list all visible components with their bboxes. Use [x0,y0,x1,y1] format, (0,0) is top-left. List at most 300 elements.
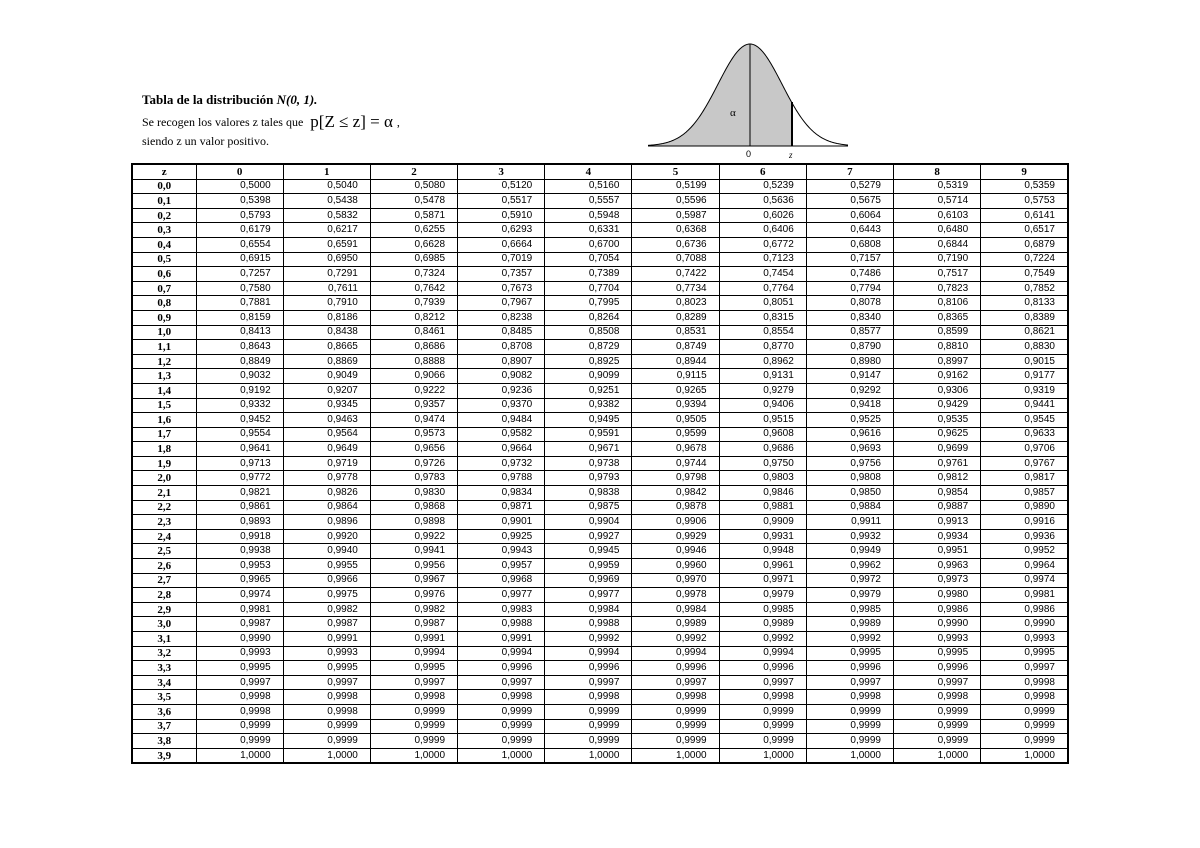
table-cell: 0,7454 [719,267,806,282]
table-cell: 0,6103 [894,208,981,223]
row-header-z: 0,0 [132,179,196,194]
row-header-z: 1,0 [132,325,196,340]
table-cell: 1,0000 [545,748,632,763]
table-row [132,427,1068,442]
table-cell: 0,9997 [458,675,545,690]
table-cell: 0,9989 [719,617,806,632]
table-row [132,223,1068,238]
table-cell: 0,9999 [283,719,370,734]
table-cell: 0,9943 [458,544,545,559]
row-header-z: 3,7 [132,719,196,734]
row-header-z: 1,4 [132,383,196,398]
table-cell: 0,7704 [545,281,632,296]
table-cell: 0,9842 [632,486,719,501]
table-cell: 0,8621 [981,325,1068,340]
table-cell: 0,8106 [894,296,981,311]
table-cell: 0,6591 [283,237,370,252]
table-cell: 0,9985 [719,602,806,617]
table-cell: 1,0000 [458,748,545,763]
table-cell: 0,9991 [370,632,457,647]
table-row [132,748,1068,763]
row-header-z: 2,9 [132,602,196,617]
row-header-z: 1,5 [132,398,196,413]
table-cell: 0,9999 [458,719,545,734]
table-cell: 0,8508 [545,325,632,340]
row-header-z: 0,4 [132,237,196,252]
table-cell: 0,9099 [545,369,632,384]
table-cell: 0,9357 [370,398,457,413]
table-cell: 0,6808 [806,237,893,252]
table-cell: 0,9306 [894,383,981,398]
table-cell: 0,8770 [719,340,806,355]
table-cell: 0,7019 [458,252,545,267]
table-cell: 0,8315 [719,310,806,325]
table-cell: 0,9999 [370,734,457,749]
row-header-z: 1,8 [132,442,196,457]
table-cell: 0,9998 [370,690,457,705]
table-row [132,559,1068,574]
table-cell: 0,9452 [196,413,283,428]
table-cell: 0,7881 [196,296,283,311]
table-cell: 0,9938 [196,544,283,559]
table-cell: 0,8461 [370,325,457,340]
zero-label: 0 [746,149,752,159]
table-cell: 0,8186 [283,310,370,325]
alpha-label: α [730,107,736,119]
table-cell: 0,9625 [894,427,981,442]
table-row [132,646,1068,661]
table-cell: 0,8389 [981,310,1068,325]
table-cell: 0,9441 [981,398,1068,413]
table-cell: 0,9971 [719,573,806,588]
table-cell: 0,9545 [981,413,1068,428]
table-cell: 0,7157 [806,252,893,267]
column-header: 5 [632,164,719,179]
table-cell: 0,9515 [719,413,806,428]
table-cell: 0,9032 [196,369,283,384]
column-header: 3 [458,164,545,179]
table-cell: 0,9972 [806,573,893,588]
table-row [132,632,1068,647]
table-cell: 0,9767 [981,456,1068,471]
table-cell: 0,8023 [632,296,719,311]
table-cell: 0,7823 [894,281,981,296]
table-row [132,515,1068,530]
table-cell: 0,9932 [806,529,893,544]
table-row [132,486,1068,501]
table-cell: 0,9996 [806,661,893,676]
row-header-z: 0,8 [132,296,196,311]
table-cell: 0,7794 [806,281,893,296]
table-cell: 1,0000 [370,748,457,763]
row-header-z: 1,9 [132,456,196,471]
table-cell: 0,8830 [981,340,1068,355]
table-cell: 0,6772 [719,237,806,252]
table-cell: 0,7190 [894,252,981,267]
table-cell: 0,5319 [894,179,981,194]
table-row [132,544,1068,559]
table-cell: 0,9998 [196,704,283,719]
table-cell: 0,9999 [806,734,893,749]
row-header-z: 3,8 [132,734,196,749]
table-cell: 0,7967 [458,296,545,311]
table-cell: 0,9999 [632,704,719,719]
table-cell: 0,9382 [545,398,632,413]
table-cell: 0,8997 [894,354,981,369]
table-cell: 0,9990 [981,617,1068,632]
table-cell: 0,9998 [719,690,806,705]
table-cell: 0,9997 [545,675,632,690]
table-cell: 0,9808 [806,471,893,486]
table-row [132,675,1068,690]
description-line-2: siendo z un valor positivo. [142,134,269,148]
table-cell: 0,7054 [545,252,632,267]
table-cell: 0,9633 [981,427,1068,442]
row-header-z: 0,6 [132,267,196,282]
table-cell: 0,9976 [370,588,457,603]
table-cell: 0,9177 [981,369,1068,384]
table-cell: 0,9975 [283,588,370,603]
table-cell: 0,9664 [458,442,545,457]
table-cell: 0,9994 [719,646,806,661]
table-cell: 0,9319 [981,383,1068,398]
row-header-z: 3,4 [132,675,196,690]
table-cell: 0,5040 [283,179,370,194]
table-cell: 0,9887 [894,500,981,515]
table-cell: 0,9890 [981,500,1068,515]
table-cell: 0,9793 [545,471,632,486]
table-cell: 0,9656 [370,442,457,457]
table-cell: 0,9999 [283,734,370,749]
table-cell: 0,6950 [283,252,370,267]
table-cell: 0,9564 [283,427,370,442]
table-cell: 0,9969 [545,573,632,588]
row-header-z: 0,9 [132,310,196,325]
table-cell: 0,9192 [196,383,283,398]
table-cell: 0,9997 [632,675,719,690]
table-cell: 0,9962 [806,559,893,574]
table-row [132,179,1068,194]
table-row [132,734,1068,749]
table-cell: 0,9861 [196,500,283,515]
table-cell: 1,0000 [632,748,719,763]
table-cell: 0,9345 [283,398,370,413]
table-cell: 0,9864 [283,500,370,515]
row-header-z: 0,7 [132,281,196,296]
table-cell: 0,5279 [806,179,893,194]
row-header-z: 1,1 [132,340,196,355]
table-cell: 0,9394 [632,398,719,413]
table-cell: 0,9955 [283,559,370,574]
header-row [132,164,1068,179]
table-cell: 0,9147 [806,369,893,384]
table-cell: 0,9996 [894,661,981,676]
column-header: 9 [981,164,1068,179]
table-cell: 0,8531 [632,325,719,340]
table-cell: 0,8413 [196,325,283,340]
table-cell: 0,9878 [632,500,719,515]
column-header: 6 [719,164,806,179]
table-cell: 0,9997 [894,675,981,690]
column-header: 4 [545,164,632,179]
table-cell: 0,9982 [283,602,370,617]
table-cell: 0,9986 [894,602,981,617]
table-cell: 0,9535 [894,413,981,428]
table-cell: 0,9854 [894,486,981,501]
table-cell: 0,9911 [806,515,893,530]
table-cell: 0,8438 [283,325,370,340]
column-header: 7 [806,164,893,179]
table-cell: 0,9994 [458,646,545,661]
table-cell: 0,8264 [545,310,632,325]
table-cell: 0,9999 [719,704,806,719]
table-cell: 0,9812 [894,471,981,486]
table-cell: 0,5359 [981,179,1068,194]
table-row [132,252,1068,267]
table-cell: 0,9236 [458,383,545,398]
row-header-z: 3,9 [132,748,196,763]
table-row [132,281,1068,296]
table-cell: 0,8340 [806,310,893,325]
table-cell: 0,5120 [458,179,545,194]
table-cell: 0,9484 [458,413,545,428]
table-cell: 0,6293 [458,223,545,238]
table-cell: 0,5199 [632,179,719,194]
table-cell: 0,8665 [283,340,370,355]
table-cell: 0,9992 [632,632,719,647]
table-cell: 0,9906 [632,515,719,530]
table-cell: 0,9995 [894,646,981,661]
table-row [132,296,1068,311]
table-cell: 0,9999 [806,704,893,719]
table-cell: 0,8810 [894,340,981,355]
table-cell: 0,9898 [370,515,457,530]
table-cell: 0,7291 [283,267,370,282]
row-header-z: 3,3 [132,661,196,676]
table-cell: 0,8051 [719,296,806,311]
table-cell: 0,5910 [458,208,545,223]
table-cell: 0,9963 [894,559,981,574]
table-cell: 0,9999 [632,734,719,749]
table-cell: 0,9966 [283,573,370,588]
table-row [132,194,1068,209]
row-header-z: 1,6 [132,413,196,428]
table-cell: 0,8643 [196,340,283,355]
table-cell: 0,9988 [458,617,545,632]
table-cell: 0,9554 [196,427,283,442]
column-header: 1 [283,164,370,179]
table-cell: 0,9960 [632,559,719,574]
table-cell: 0,9999 [981,704,1068,719]
row-header-z: 2,3 [132,515,196,530]
table-row [132,704,1068,719]
table-cell: 0,8708 [458,340,545,355]
row-header-z: 2,1 [132,486,196,501]
table-cell: 0,9744 [632,456,719,471]
table-cell: 0,9997 [806,675,893,690]
table-row [132,398,1068,413]
table-cell: 0,9826 [283,486,370,501]
table-cell: 0,7673 [458,281,545,296]
table-cell: 0,6406 [719,223,806,238]
table-cell: 0,9965 [196,573,283,588]
table-cell: 0,6443 [806,223,893,238]
table-cell: 0,9761 [894,456,981,471]
table-cell: 0,9699 [894,442,981,457]
table-cell: 0,9918 [196,529,283,544]
table-cell: 0,9981 [981,588,1068,603]
table-cell: 0,9998 [283,704,370,719]
table-cell: 0,8849 [196,354,283,369]
table-cell: 0,7939 [370,296,457,311]
table-row [132,500,1068,515]
table-cell: 0,9896 [283,515,370,530]
table-cell: 0,5000 [196,179,283,194]
table-cell: 0,8980 [806,354,893,369]
table-cell: 0,9989 [806,617,893,632]
table-cell: 0,9788 [458,471,545,486]
table-cell: 0,9115 [632,369,719,384]
table-cell: 0,9985 [806,602,893,617]
row-header-z: 2,6 [132,559,196,574]
table-cell: 0,9968 [458,573,545,588]
z-label: z [789,150,793,160]
row-header-z: 3,5 [132,690,196,705]
row-header-z: 2,0 [132,471,196,486]
table-cell: 0,9936 [981,529,1068,544]
table-cell: 0,6064 [806,208,893,223]
row-header-z: 2,7 [132,573,196,588]
table-cell: 0,9719 [283,456,370,471]
document-header [142,92,622,151]
table-cell: 0,9998 [545,690,632,705]
table-cell: 0,9979 [719,588,806,603]
table-cell: 0,9931 [719,529,806,544]
table-cell: 0,8212 [370,310,457,325]
table-cell: 0,9713 [196,456,283,471]
table-cell: 0,9964 [981,559,1068,574]
table-cell: 0,9997 [719,675,806,690]
table-cell: 0,9989 [632,617,719,632]
table-cell: 0,9406 [719,398,806,413]
table-cell: 0,9418 [806,398,893,413]
table-cell: 0,5160 [545,179,632,194]
table-cell: 0,9608 [719,427,806,442]
table-row [132,413,1068,428]
normal-distribution-figure [648,38,848,160]
table-cell: 0,9463 [283,413,370,428]
description-text: Se recogen los valores z tales que [142,115,304,129]
table-row [132,456,1068,471]
table-cell: 0,9998 [981,690,1068,705]
table-cell: 0,8554 [719,325,806,340]
table-cell: 0,6700 [545,237,632,252]
table-cell: 0,9999 [196,734,283,749]
table-cell: 0,9995 [283,661,370,676]
table-row [132,573,1068,588]
table-cell: 0,9738 [545,456,632,471]
row-header-z: 2,4 [132,529,196,544]
table-cell: 0,9706 [981,442,1068,457]
table-cell: 0,6517 [981,223,1068,238]
table-cell: 0,9991 [458,632,545,647]
table-cell: 0,9857 [981,486,1068,501]
row-header-z: 2,5 [132,544,196,559]
table-row [132,325,1068,340]
table-cell: 0,9929 [632,529,719,544]
table-cell: 0,6628 [370,237,457,252]
z-table-header [132,164,1068,179]
table-cell: 0,8686 [370,340,457,355]
table-cell: 0,9999 [370,719,457,734]
table-row [132,690,1068,705]
table-cell: 0,9927 [545,529,632,544]
row-header-z: 3,6 [132,704,196,719]
table-cell: 0,9967 [370,573,457,588]
description-suffix: , [396,115,400,129]
table-cell: 0,7642 [370,281,457,296]
table-cell: 0,9987 [196,617,283,632]
table-cell: 0,8133 [981,296,1068,311]
row-header-z: 0,1 [132,194,196,209]
table-cell: 0,9999 [981,719,1068,734]
table-cell: 0,8599 [894,325,981,340]
row-header-z: 0,5 [132,252,196,267]
table-cell: 0,9821 [196,486,283,501]
table-row [132,383,1068,398]
table-cell: 1,0000 [719,748,806,763]
table-cell: 0,5871 [370,208,457,223]
table-cell: 0,9998 [196,690,283,705]
table-row [132,267,1068,282]
table-cell: 0,9732 [458,456,545,471]
table-cell: 0,8729 [545,340,632,355]
table-cell: 0,9641 [196,442,283,457]
probability-formula: p[Z ≤ z] = α [310,112,393,131]
table-row [132,529,1068,544]
table-cell: 0,9948 [719,544,806,559]
row-header-z: 0,3 [132,223,196,238]
table-cell: 0,8962 [719,354,806,369]
table-cell: 0,8925 [545,354,632,369]
table-cell: 0,5753 [981,194,1068,209]
table-cell: 0,9999 [894,719,981,734]
table-cell: 0,9893 [196,515,283,530]
table-row [132,354,1068,369]
table-cell: 0,9990 [894,617,981,632]
table-cell: 0,9817 [981,471,1068,486]
table-cell: 0,9973 [894,573,981,588]
table-cell: 0,7580 [196,281,283,296]
table-cell: 0,9994 [370,646,457,661]
row-header-z: 1,3 [132,369,196,384]
table-cell: 0,7549 [981,267,1068,282]
table-cell: 0,9881 [719,500,806,515]
table-row [132,661,1068,676]
table-cell: 0,8869 [283,354,370,369]
table-row [132,602,1068,617]
row-header-z: 3,1 [132,632,196,647]
table-cell: 0,9251 [545,383,632,398]
table-cell: 0,9999 [545,734,632,749]
table-cell: 0,9772 [196,471,283,486]
table-cell: 0,9495 [545,413,632,428]
table-row [132,617,1068,632]
table-cell: 0,9474 [370,413,457,428]
table-row [132,310,1068,325]
table-cell: 0,5517 [458,194,545,209]
corner-header: z [132,164,196,179]
